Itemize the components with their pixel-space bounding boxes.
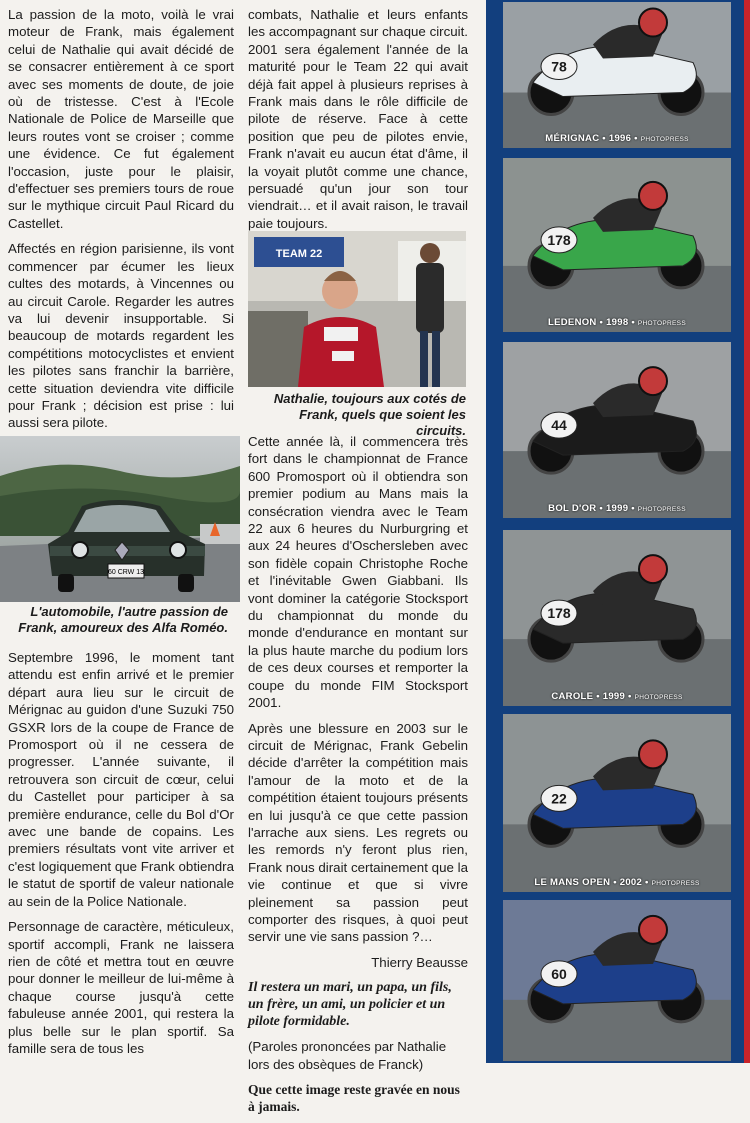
- race-photo: [503, 714, 731, 892]
- column-2b: [248, 433, 468, 1123]
- article-paragraph: Affectés en région parisienne, ils vont commencer par écumer les lieux cultes des motards, à Vincennes ou au circuit Carole. Regarder les autres va lui devenir insupportable. Si beaucoup de motards regardent les compétitions motocyclistes et envient les pilotes sans franchir la barrière, cette situation deviendra vite difficile pour Frank ; décision est prise : lui aussi sera pilote.: [8, 241, 234, 431]
- photo-credit: PHOTOPRESS: [637, 506, 686, 513]
- nathalie-caption: Nathalie, toujours aux cotés de Frank, quels que soient les circuits.: [273, 391, 466, 438]
- race-photo: [503, 900, 731, 1061]
- article-paragraph: Septembre 1996, le moment tant attendu est enfin arrivé et le premier départ aura lieu sur le circuit de Mérignac au guidon d'une Suzuki 750 GSXR lors de la coupe de France de Promosport où il ne cessera de progresser. L'année suivante, il retrouvera son circuit de cœur, celui du Castellet pour participer à sa première endurance, celle du Bol d'Or avec une bande de copains. Les premiers résultats vont vite arriver et c'est logiquement que Frank obtiendra le statut de sportif de valeur nationale au sein de la Police Nationale.: [8, 650, 234, 909]
- garage-sign: TEAM 22: [275, 248, 323, 260]
- photo-credit: PHOTOPRESS: [637, 320, 686, 327]
- race-photo: [503, 158, 731, 332]
- article-paragraph: Cette année là, il commencera très fort dans le championnat de France 600 Promosport où il obtiendra son premier podium au Mans mais la consécration viendra avec le Team 22 aux 6 heures du Nurburgring et aux 24 heures d'Oschersleben avec son fidèle copain Christophe Roche et l'inévitable Gwen Giabbani. Ils vont dominer la catégorie Stocksport du championnat du monde du monde d'endurance en montant sur la plus haute marche du podium lors de ces deux courses et remporter la coupe du monde FIM Stocksport 2001.: [248, 434, 468, 711]
- race-photo-caption: [503, 503, 731, 514]
- race-number: 60: [551, 965, 567, 982]
- alfa-caption: L'automobile, l'autre passion de Frank, amoureux des Alfa Roméo.: [18, 604, 228, 635]
- photo-credit: PHOTOPRESS: [634, 694, 683, 701]
- race-location: MÉRIGNAC • 1996 •: [545, 133, 641, 144]
- race-number: 22: [551, 790, 567, 807]
- race-location: LEDENON • 1998 •: [548, 317, 638, 328]
- race-photo: [503, 342, 731, 518]
- race-location: LE MANS OPEN • 2002 •: [534, 877, 652, 888]
- column-1: [8, 6, 234, 440]
- race-location: BOL D'OR • 1999 •: [548, 503, 638, 514]
- page-edge-bar: [744, 0, 750, 1063]
- alfa-romeo-photo: [0, 436, 240, 602]
- quote-source: (Paroles prononcées par Nathalie lors des obsèques de Franck): [248, 1039, 447, 1072]
- pit-garage-photo: [248, 231, 466, 387]
- race-photo: [503, 530, 731, 706]
- photo-credit: PHOTOPRESS: [651, 880, 700, 887]
- race-photo-caption: [503, 133, 731, 144]
- race-number: 178: [547, 231, 571, 248]
- article-paragraph: Après une blessure en 2003 sur le circuit de Mérignac, Frank Gebelin décide d'arrêter la compétition mais l'amour de la moto et de la compétition étaient toujours présents en lui jusqu'à ce que cette passion l'arrache aux siens. Les regrets ou les remords n'y feront plus rien, Frank nous dirait certainement que la vie continue et que si vivre pleinement sa passion peut comporter des risques, à quoi peut servir une vie sans passion ?…: [248, 720, 468, 945]
- closing-line: Que cette image reste gravée en nous à jamais.: [248, 1082, 460, 1114]
- race-photo-caption: [503, 317, 731, 328]
- article-paragraph: combats, Nathalie et leurs enfants les accompagnant sur chaque circuit. 2001 sera également l'année de la maturité pour le Team 22 qui avait déjà fait appel à plusieurs reprises à Frank mais dans le rôle difficile de pilote de réserve. Face à cette position que peu de pilotes envie, Frank n'avait eu aucun état d'âme, il la voyait plutôt comme une chance, persuadé qu'un jour son tour viendrait… et il avait raison, le travail paie toujours.: [248, 7, 468, 231]
- article-paragraph: La passion de la moto, voilà le vrai moteur de Frank, mais également celui de Nathalie qui avait décidé de se consacrer entièrement à ce sport avec ses moments de doute, de joie où de tristesse. C'est à l'Ecole Nationale de Police de Marseille que leurs routes vont se croiser ; comme une évidence. Ce fut également l'occasion, juste pour le plaisir, d'effectuer ses premiers tours de roue sur le mythique circuit Paul Ricard du Castellet.: [8, 7, 234, 231]
- race-photo-caption: [503, 877, 731, 888]
- memorial-quote: Il restera un mari, un papa, un fils, un frère, un ami, un policier et un pilote formidable.: [248, 980, 452, 1030]
- race-number: 44: [551, 417, 567, 434]
- author-signature: Thierry Beausse: [371, 954, 468, 970]
- race-number: 178: [547, 605, 571, 622]
- photo-credit: PHOTOPRESS: [640, 136, 689, 143]
- car-plate: 60 CRW 13: [107, 569, 145, 576]
- race-photo: [503, 2, 731, 148]
- race-location: CAROLE • 1999 •: [551, 691, 635, 702]
- article-paragraph: Personnage de caractère, méticuleux, sportif accompli, Frank ne laissera rien de côté et mettra tout en œuvre pour donner le meilleur de lui-même à chaque course jusqu'à cette fabuleuse année 2001, qui restera la plus belle sur le plan sportif. Sa famille sera de tous les: [8, 919, 234, 1056]
- race-number: 78: [551, 58, 567, 75]
- race-photo-caption: [503, 691, 731, 702]
- column-1b: [8, 649, 234, 1065]
